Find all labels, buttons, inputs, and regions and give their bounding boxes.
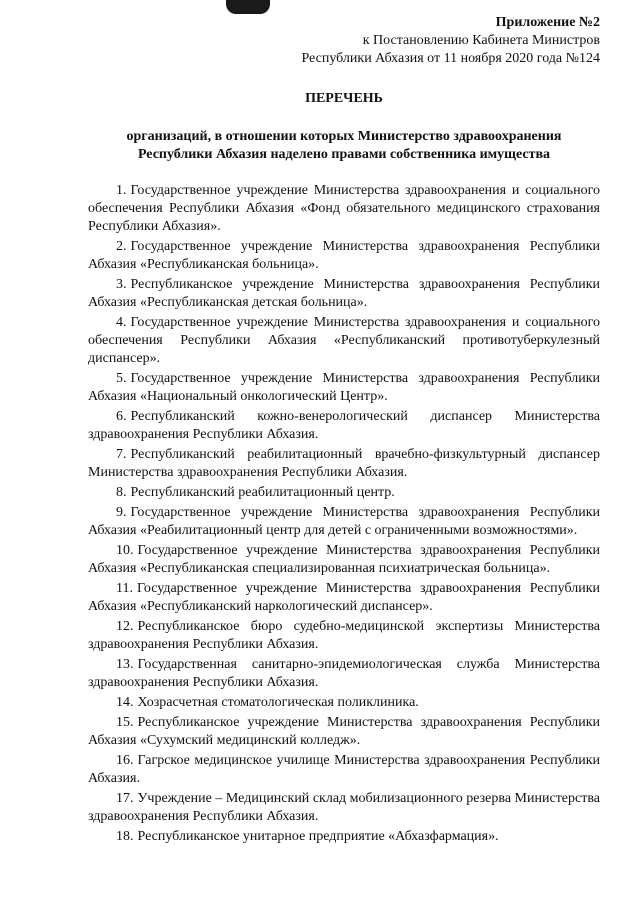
annex-line-1: к Постановлению Кабинета Министров [362,33,600,48]
list-item-number: 5. [116,371,127,386]
document-title: ПЕРЕЧЕНЬ [305,91,383,106]
list-item-number: 1. [116,183,127,198]
list-item-number: 4. [116,315,127,330]
list-item-text: Республиканское учреждение Министерства здравоохранения Республики Абхазия «Сухумский медицинский колледж». [88,715,600,748]
list-item [88,408,600,444]
list-item-number: 13. [116,657,134,672]
list-item-number: 18. [116,829,134,844]
list-item-number: 10. [116,543,134,558]
list-item-number: 12. [116,619,134,634]
list-item [88,714,600,750]
list-item [88,752,600,788]
list-item-text: Республиканский реабилитационный врачебно-физкультурный диспансер Министерства здравоохранения Республики Абхазия. [88,447,600,480]
list-item-text: Государственное учреждение Министерства здравоохранения Республики Абхазия «Республиканская больница». [88,239,600,272]
annex-line-2: Республики Абхазия от 11 ноября 2020 года №124 [301,51,600,66]
list-item [88,238,600,274]
list-item-text: Хозрасчетная стоматологическая поликлиника. [137,695,419,710]
list-item-text: Государственная санитарно-эпидемиологическая служба Министерства здравоохранения Республики Абхазия. [88,657,600,690]
list-item-number: 7. [116,447,127,462]
list-item [88,446,600,482]
annex-number: Приложение №2 [495,15,600,30]
list-item-number: 9. [116,505,127,520]
list-item [88,314,600,368]
list-item-number: 6. [116,409,127,424]
list-item-number: 3. [116,277,127,292]
list-item-number: 14. [116,695,134,710]
list-item-text: Учреждение – Медицинский склад мобилизационного резерва Министерства здравоохранения Республики Абхазия. [88,791,600,824]
organization-list [88,182,600,846]
list-item [88,542,600,578]
list-item [88,580,600,616]
subtitle-line-2: Республики Абхазия наделено правами собственника имущества [137,147,551,162]
list-item [88,656,600,692]
list-item-number: 8. [116,485,127,500]
list-item-text: Республиканский реабилитационный центр. [130,485,395,500]
list-item-text: Государственное учреждение Министерства здравоохранения и социального обеспечения Республики Абхазия «Фонд обязательного медицинского страхования Республики Абхазия». [88,183,600,234]
list-item [88,790,600,826]
list-item [88,370,600,406]
list-item-number: 16. [116,753,134,768]
list-item-text: Государственное учреждение Министерства здравоохранения Республики Абхазия «Республиканская специализированная психиатрическая больница». [88,543,600,576]
annex-header [88,14,600,68]
list-item-text: Государственное учреждение Министерства здравоохранения Республики Абхазия «Национальный онкологический Центр». [88,371,600,404]
scan-artifact [226,0,270,14]
list-item-text: Республиканский кожно-венерологический диспансер Министерства здравоохранения Республики Абхазия. [88,409,600,442]
list-item [88,182,600,236]
list-item-text: Гагрское медицинское училище Министерства здравоохранения Республики Абхазия. [88,753,600,786]
list-item-number: 17. [116,791,134,806]
list-item-text: Государственное учреждение Министерства здравоохранения Республики Абхазия «Реабилитационный центр для детей с ограниченными возможностями». [88,505,600,538]
list-item [88,694,600,712]
list-item-text: Государственное учреждение Министерства здравоохранения Республики Абхазия «Республиканский наркологический диспансер». [88,581,600,614]
subtitle-line-1: организаций, в отношении которых Министерство здравоохранения [126,129,562,144]
list-item-text: Государственное учреждение Министерства здравоохранения и социального обеспечения Республики Абхазия «Республиканский противотуберкулезный диспансер». [88,315,600,366]
list-item-text: Республиканское унитарное предприятие «Абхазфармация». [137,829,499,844]
list-item-number: 15. [116,715,134,730]
list-item-number: 2. [116,239,127,254]
list-item [88,618,600,654]
list-item [88,828,600,846]
list-item-text: Республиканское бюро судебно-медицинской экспертизы Министерства здравоохранения Республики Абхазия. [88,619,600,652]
list-item [88,504,600,540]
document-subtitle [88,128,600,164]
list-item [88,484,600,502]
list-item-number: 11. [116,581,133,596]
list-item [88,276,600,312]
document-page [88,14,600,848]
list-item-text: Республиканское учреждение Министерства здравоохранения Республики Абхазия «Республиканская детская больница». [88,277,600,310]
